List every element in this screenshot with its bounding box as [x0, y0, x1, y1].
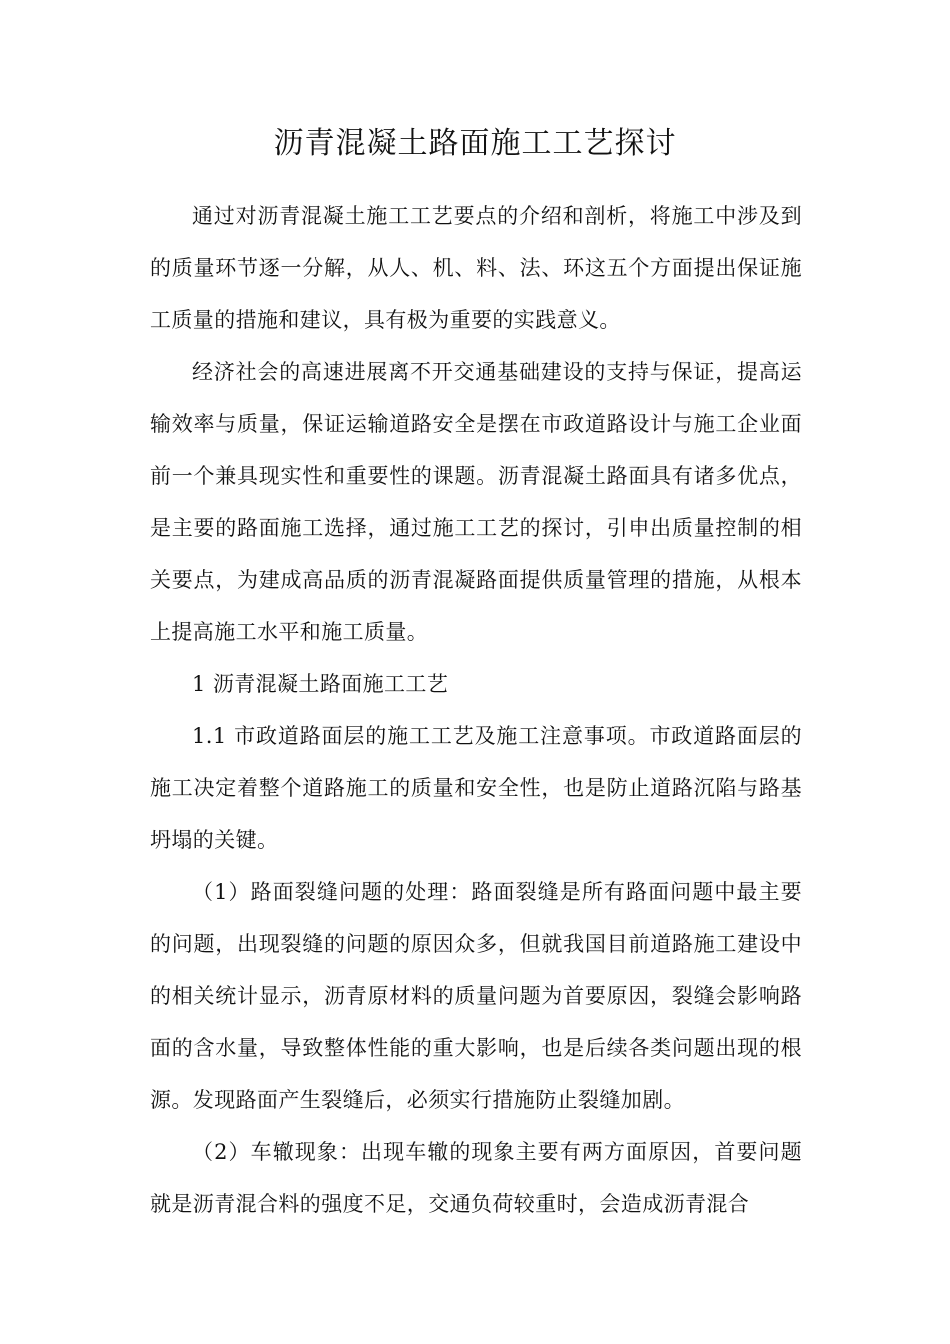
paragraph-introduction: 经济社会的高速进展离不开交通基础建设的支持与保证，提高运输效率与质量，保证运输道路安全是摆在市政道路设计与施工企业面前一个兼具现实性和重要性的课题。沥青混凝土路面具有诸多优点，是主要的路面施工选择，通过施工工艺的探讨，引申出质量控制的相关要点，为建成高品质的沥青混凝路面提供质量管理的措施，从根本上提高施工水平和施工质量。 [150, 360, 802, 644]
paragraph-cracks: （1）路面裂缝问题的处理：路面裂缝是所有路面问题中最主要的问题，出现裂缝的问题的原因众多，但就我国目前道路施工建设中的相关统计显示，沥青原材料的质量问题为首要原因，裂缝会影响路面的含水量，导致整体性能的重大影响，也是后续各类问题出现的根源。发现路面产生裂缝后，必须实行措施防止裂缝加剧。 [150, 880, 802, 1112]
document-title: 沥青混凝土路面施工工艺探讨 [273, 126, 677, 161]
paragraph-section-1-1: 1.1 市政道路面层的施工工艺及施工注意事项。市政道路面层的施工决定着整个道路施工的质量和安全性，也是防止道路沉陷与路基坍塌的关键。 [150, 724, 802, 852]
paragraph-abstract: 通过对沥青混凝土施工工艺要点的介绍和剖析，将施工中涉及到的质量环节逐一分解，从人、机、料、法、环这五个方面提出保证施工质量的措施和建议，具有极为重要的实践意义。 [150, 204, 802, 332]
section-heading-1: 1 沥青混凝土路面施工工艺 [192, 672, 449, 696]
paragraph-rutting: （2）车辙现象：出现车辙的现象主要有两方面原因，首要问题就是沥青混合料的强度不足，交通负荷较重时，会造成沥青混合 [150, 1140, 802, 1216]
